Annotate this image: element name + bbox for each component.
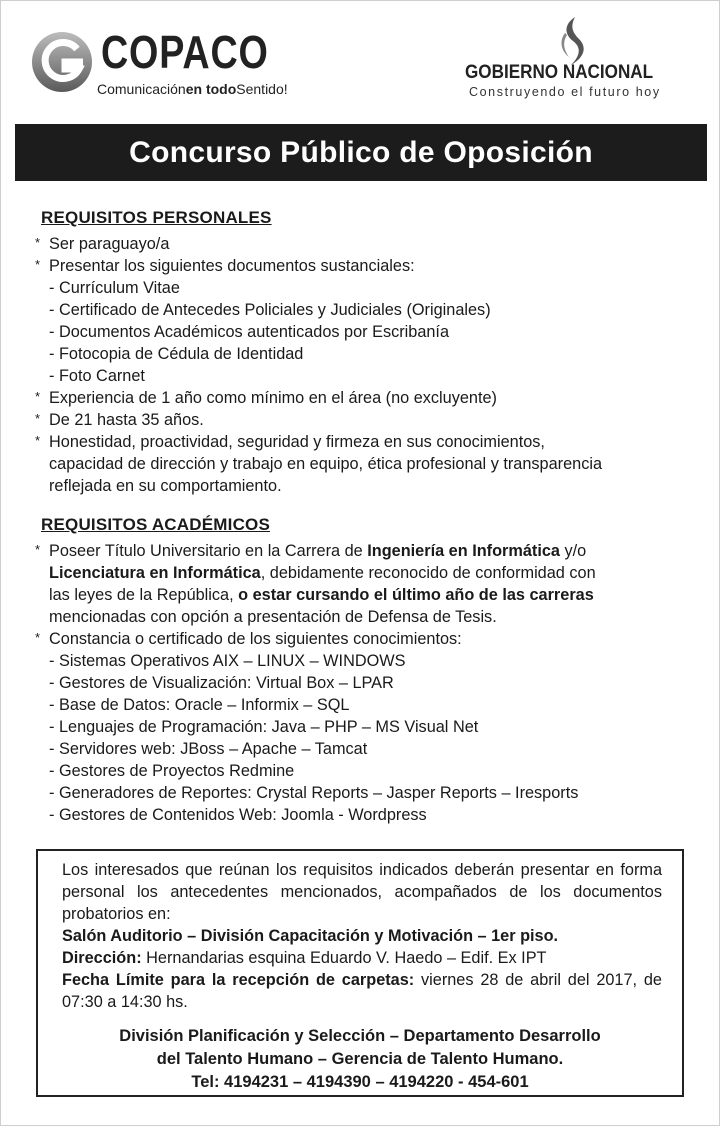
submission-details — [62, 859, 662, 1013]
list-item-continuation: capacidad de dirección y trabajo en equipo, ética profesional y transparencia — [49, 455, 603, 473]
deadline-text: Fecha Límite para la recepción de carpetas: viernes 28 de abril del 2017, de 07:30 a 14:30 hs. — [62, 971, 662, 1011]
copaco-wordmark: COPACO — [101, 26, 269, 78]
bullet-star-icon: * — [35, 433, 41, 448]
bullet-star-icon: * — [35, 257, 41, 272]
list-item-continuation: las leyes de la República, o estar cursando el último año de las carreras — [49, 586, 594, 604]
sub-item: - Certificado de Antecedes Policiales y Judiciales (Originales) — [35, 299, 695, 321]
sub-item: - Fotocopia de Cédula de Identidad — [35, 343, 695, 365]
list-item: * De 21 hasta 35 años. — [35, 409, 695, 431]
page-title: Concurso Público de Oposición — [129, 135, 593, 169]
list-item: * Experiencia de 1 año como mínimo en el área (no excluyente) — [35, 387, 695, 409]
list-item-continuation: mencionadas con opción a presentación de Defensa de Tesis. — [49, 608, 497, 626]
bullet-star-icon: * — [35, 235, 41, 250]
section-title-personales: REQUISITOS PERSONALES — [41, 208, 272, 227]
department-line: del Talento Humano – Gerencia de Talento Humano. — [156, 1050, 564, 1068]
sub-item: - Generadores de Reportes: Crystal Reports – Jasper Reports – Iresports — [35, 782, 695, 804]
bullet-star-icon: * — [35, 411, 41, 426]
sub-item: - Gestores de Contenidos Web: Joomla - Wordpress — [35, 804, 695, 826]
sub-item: - Lenguajes de Programación: Java – PHP – MS Visual Net — [35, 716, 695, 738]
address-text: Dirección: Hernandarias esquina Eduardo V. Haedo – Edif. Ex IPT — [62, 949, 547, 967]
sub-item: - Documentos Académicos autenticados por Escribanía — [35, 321, 695, 343]
requirements-content — [35, 207, 695, 826]
intro-text: Los interesados que reúnan los requisitos indicados deberán presentar en forma personal los antecedentes mencionados, acompañados de los documentos probatorios en: — [62, 861, 662, 923]
list-item: * Poseer Título Universitario en la Carrera de Ingeniería en Informática y/o — [35, 540, 695, 562]
flame-emblem-icon — [555, 15, 589, 69]
list-item-continuation: reflejada en su comportamiento. — [49, 477, 282, 495]
bullet-star-icon: * — [35, 542, 41, 557]
list-item: * Constancia o certificado de los siguientes conocimientos: — [35, 628, 695, 650]
bullet-star-icon: * — [35, 389, 41, 404]
section-title-academicos: REQUISITOS ACADÉMICOS — [41, 515, 271, 534]
sub-item: - Gestores de Visualización: Virtual Box – LPAR — [35, 672, 695, 694]
sub-item: - Base de Datos: Oracle – Informix – SQL — [35, 694, 695, 716]
copaco-logo-icon — [31, 31, 93, 93]
location-text: Salón Auditorio – División Capacitación y Motivación – 1er piso. — [62, 927, 559, 945]
copaco-slogan: Comunicaciónen todoSentido! — [97, 81, 288, 97]
sub-item: - Foto Carnet — [35, 365, 695, 387]
title-banner — [15, 124, 707, 181]
gobierno-wordmark: GOBIERNO NACIONAL — [465, 62, 654, 83]
gobierno-logo — [463, 15, 695, 103]
sub-item: - Currículum Vitae — [35, 277, 695, 299]
phone-numbers: Tel: 4194231 – 4194390 – 4194220 - 454-601 — [191, 1073, 529, 1091]
bullet-star-icon: * — [35, 630, 41, 645]
list-item-continuation: Licenciatura en Informática, debidamente reconocido de conformidad con — [49, 564, 596, 582]
submission-info-box — [36, 849, 684, 1097]
sub-item: - Sistemas Operativos AIX – LINUX – WINDOWS — [35, 650, 695, 672]
sub-item: - Gestores de Proyectos Redmine — [35, 760, 695, 782]
list-item: * Presentar los siguientes documentos sustanciales: — [35, 255, 695, 277]
gobierno-slogan: Construyendo el futuro hoy — [469, 85, 661, 99]
department-line: División Planificación y Selección – Departamento Desarrollo — [119, 1027, 601, 1045]
list-item: * Ser paraguayo/a — [35, 233, 695, 255]
list-item: * Honestidad, proactividad, seguridad y firmeza en sus conocimientos, — [35, 431, 695, 453]
contact-footer — [38, 1025, 682, 1094]
sub-item: - Servidores web: JBoss – Apache – Tamcat — [35, 738, 695, 760]
copaco-logo — [31, 26, 331, 99]
